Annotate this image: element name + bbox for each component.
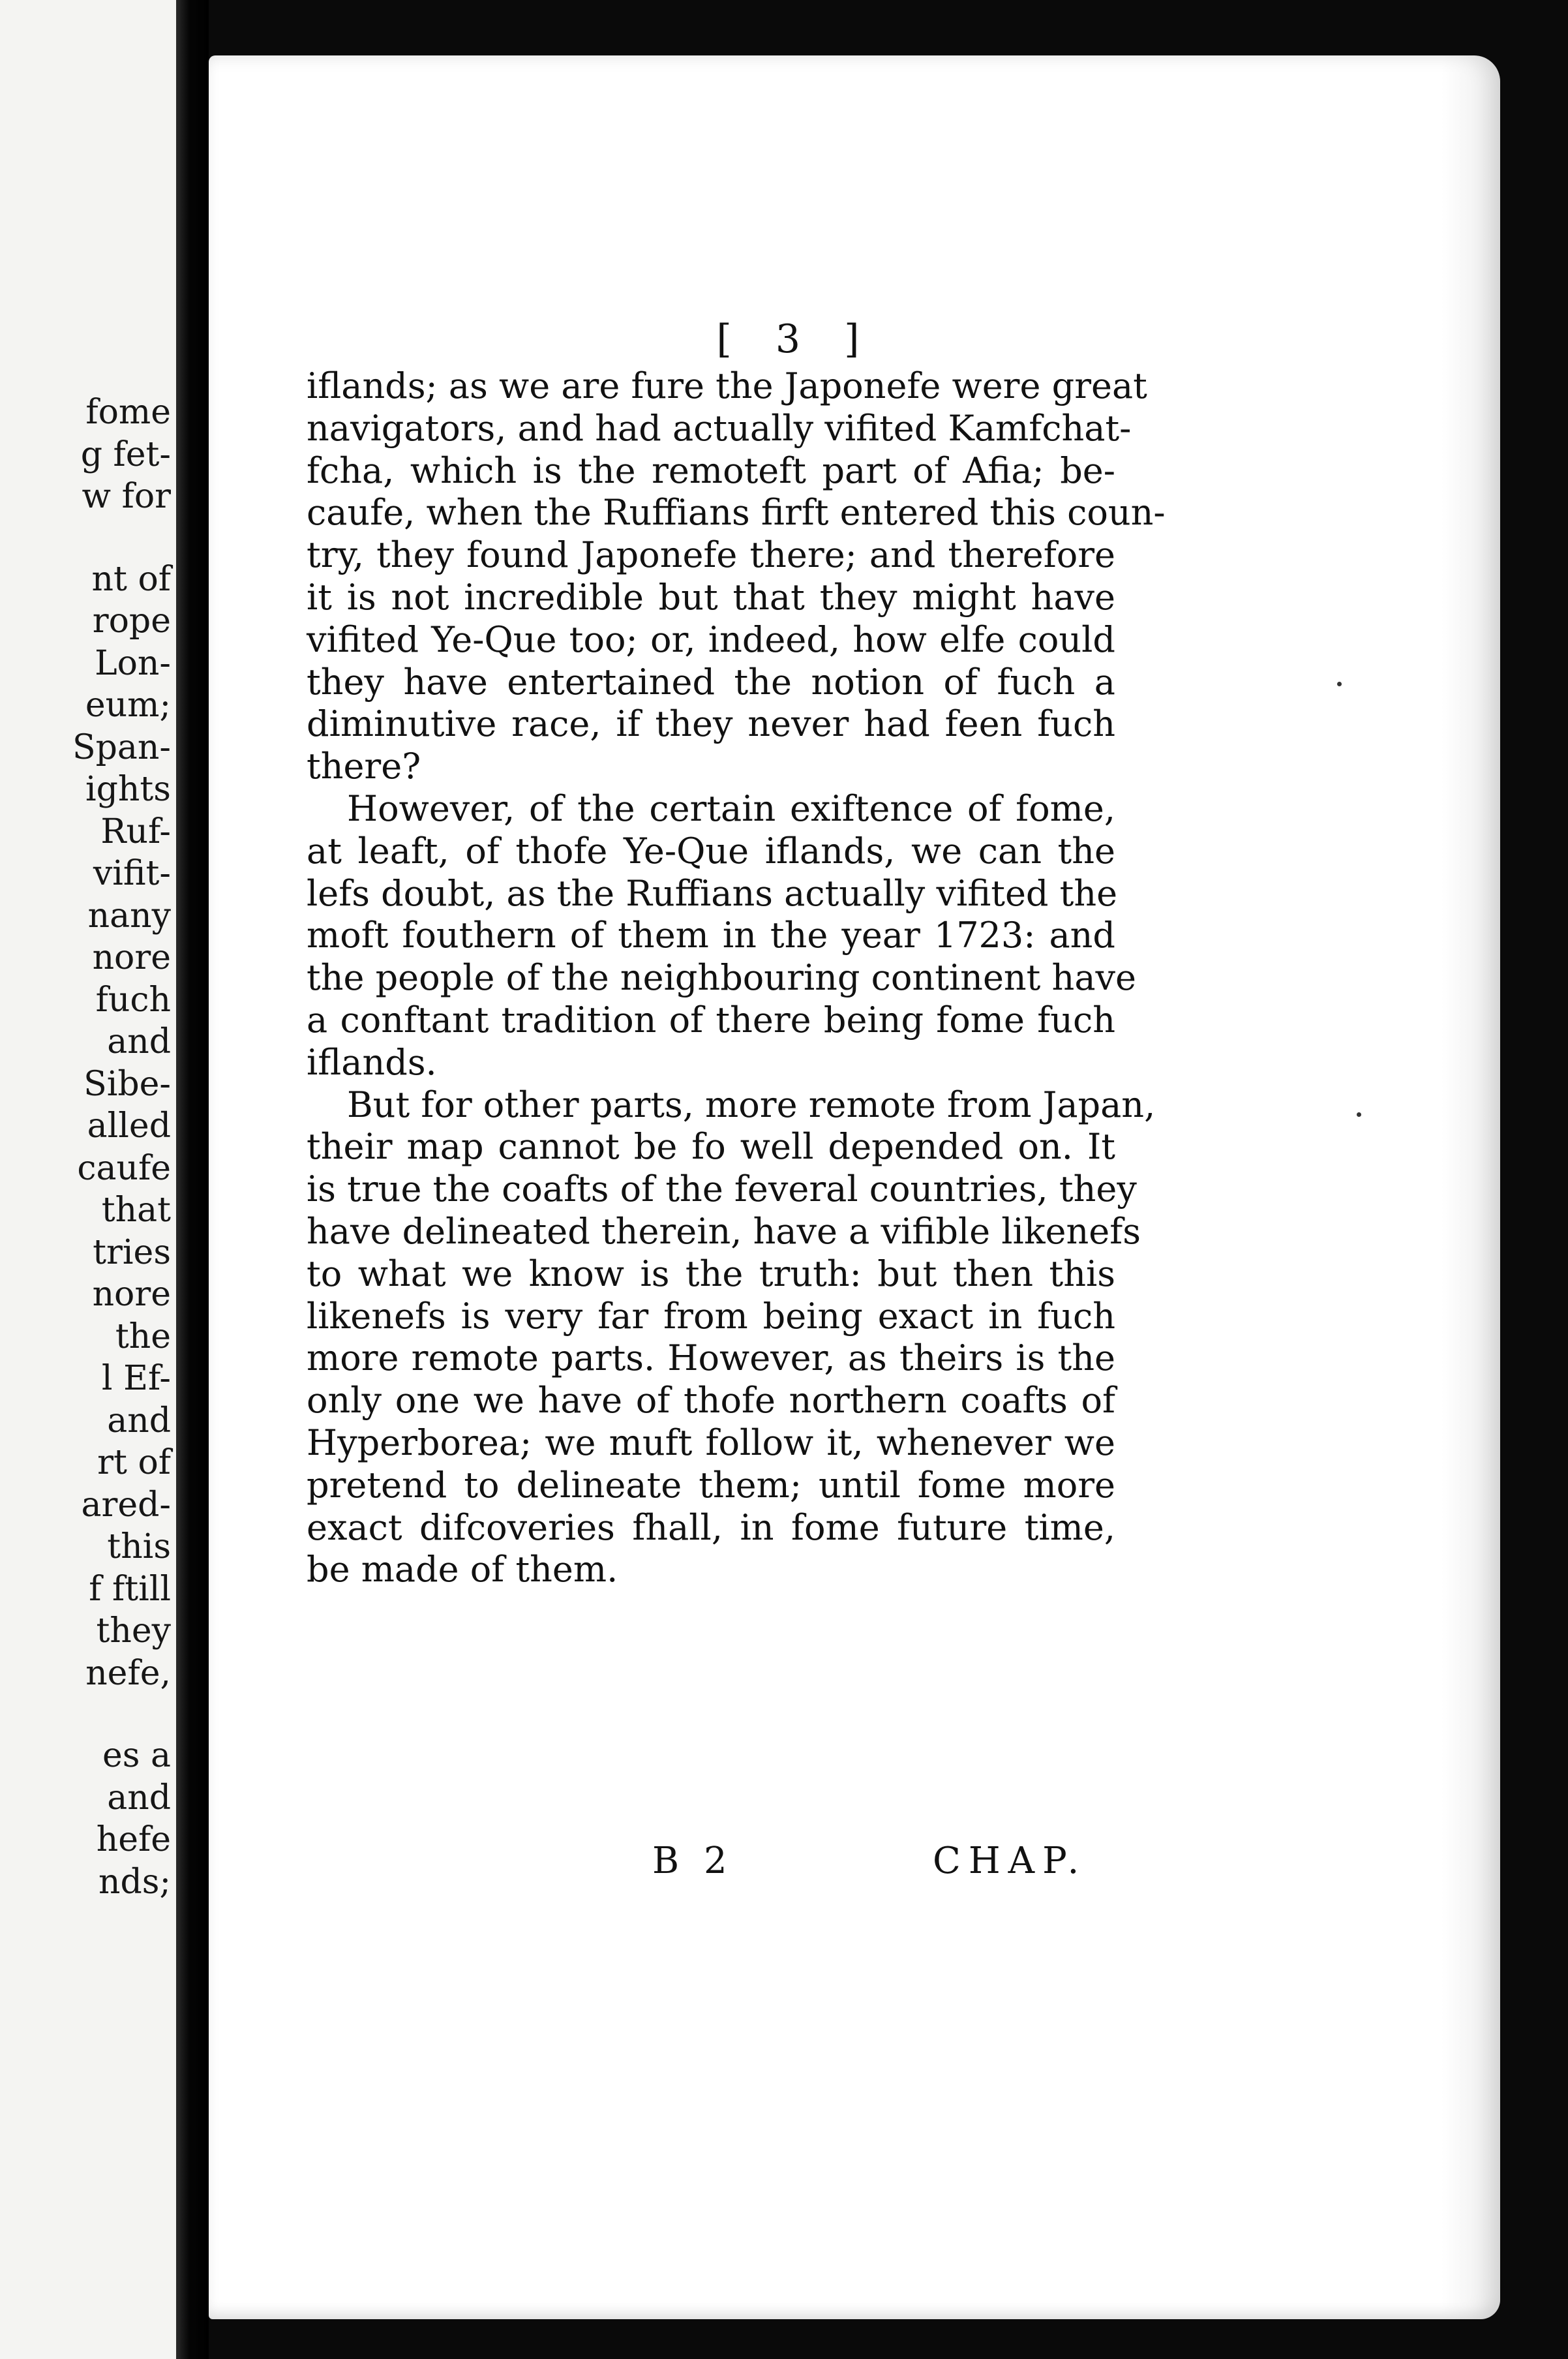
text-line: is true the coafts of the feveral countries, they xyxy=(307,1168,1137,1210)
left-text-line: this xyxy=(107,1527,171,1566)
text-line: it is not incredible but that they might have xyxy=(307,576,1115,618)
left-text-line: ights xyxy=(85,770,171,809)
text-line: Hyperborea; we muft follow it, whenever we xyxy=(307,1422,1115,1463)
left-text-line: nt of xyxy=(91,559,171,599)
text-line: lefs doubt, as the Ruffians actually vifited the xyxy=(307,872,1118,914)
text-line: iflands; as we are fure the Japonefe were great xyxy=(307,365,1147,406)
left-text-line: nore xyxy=(92,1275,171,1314)
left-text-line: nany xyxy=(87,896,171,936)
left-text-line: and xyxy=(107,1401,171,1440)
text-line: likenefs is very far from being exact in fuch xyxy=(307,1295,1115,1337)
text-line: pretend to delineate them; until fome more xyxy=(307,1464,1115,1506)
paper-speck xyxy=(1337,682,1342,686)
left-text-line: eum; xyxy=(85,686,171,725)
left-text-line: rope xyxy=(92,601,171,641)
text-line: fcha, which is the remoteft part of Afia; be- xyxy=(307,449,1115,491)
left-text-line: Lon- xyxy=(95,643,171,683)
text-line: be made of them. xyxy=(307,1549,618,1590)
left-text-line: g fet- xyxy=(80,434,171,474)
text-line: However, of the certain exiftence of fome, xyxy=(347,787,1115,829)
left-text-line: w for xyxy=(82,477,171,516)
left-text-line xyxy=(72,518,171,558)
left-text-line xyxy=(72,1694,171,1735)
left-text-line: rt of xyxy=(97,1443,171,1482)
text-line: only one we have of thofe northern coafts of xyxy=(307,1380,1115,1422)
text-line: to what we know is the truth: but then this xyxy=(307,1253,1115,1294)
left-text-line: tries xyxy=(93,1232,171,1272)
page-edge-shadow xyxy=(1441,55,1500,2319)
paper-speck xyxy=(1357,1112,1361,1117)
left-text-line: fome xyxy=(85,393,171,432)
left-text-line: and xyxy=(107,1778,171,1818)
left-text-line: vifit- xyxy=(93,854,171,893)
text-line: more remote parts. However, as theirs is the xyxy=(307,1337,1115,1379)
text-line: have delineated therein, have a vifible likenefs xyxy=(307,1210,1141,1252)
left-text-line: Span- xyxy=(72,727,171,767)
left-text-line: fuch xyxy=(95,980,171,1020)
left-text-line: that xyxy=(101,1191,171,1230)
left-text-line: Sibe- xyxy=(83,1064,171,1104)
text-line: vifited Ye-Que too; or, indeed, how elfe could xyxy=(307,618,1115,660)
left-text-line: the xyxy=(115,1316,171,1356)
text-line: But for other parts, more remote from Japan, xyxy=(347,1084,1156,1125)
text-line: a conftant tradition of there being fome fuch xyxy=(307,999,1115,1041)
left-page-text xyxy=(72,391,171,1903)
left-text-line: alled xyxy=(87,1106,171,1146)
left-text-line: hefe xyxy=(96,1820,171,1859)
text-line: there? xyxy=(307,746,421,787)
text-line: exact difcoveries fhall, in fome future time, xyxy=(307,1506,1115,1548)
text-line: at leaft, of thofe Ye-Que iflands, we can the xyxy=(307,830,1115,872)
text-line: diminutive race, if they never had feen fuch xyxy=(307,703,1115,745)
left-text-line: l Ef- xyxy=(101,1359,171,1398)
text-line: the people of the neighbouring continent have xyxy=(307,957,1136,999)
page-body-text xyxy=(307,365,1166,1591)
text-line: navigators, and had actually vifited Kamfchat- xyxy=(307,407,1132,449)
left-text-line: es a xyxy=(102,1736,171,1775)
left-text-line: Ruf- xyxy=(100,812,171,851)
text-line: try, they found Japonefe there; and therefore xyxy=(307,534,1115,576)
left-text-line: caufe xyxy=(77,1148,171,1188)
left-text-line: nefe, xyxy=(85,1653,171,1693)
left-text-line: f ftill xyxy=(89,1569,171,1609)
left-text-line: they xyxy=(96,1611,171,1651)
left-text-line: nds; xyxy=(98,1862,171,1902)
text-line: caufe, when the Ruffians firft entered this coun- xyxy=(307,492,1166,534)
left-text-line: and xyxy=(107,1022,171,1061)
left-page-fragment xyxy=(0,0,176,2359)
right-page xyxy=(209,55,1500,2319)
text-line: their map cannot be fo well depended on. It xyxy=(307,1126,1115,1168)
book-gutter xyxy=(176,0,209,2359)
text-line: moft fouthern of them in the year 1723: and xyxy=(307,915,1115,956)
text-line: iflands. xyxy=(307,1041,437,1083)
signature-mark: B 2 xyxy=(652,1840,734,1882)
left-text-line: ared- xyxy=(81,1485,171,1525)
page-number-header: [ 3 ] xyxy=(716,316,875,362)
text-line: they have entertained the notion of fuch a xyxy=(307,661,1115,703)
catchword: CHAP. xyxy=(933,1840,1087,1882)
left-text-line: nore xyxy=(92,938,171,977)
